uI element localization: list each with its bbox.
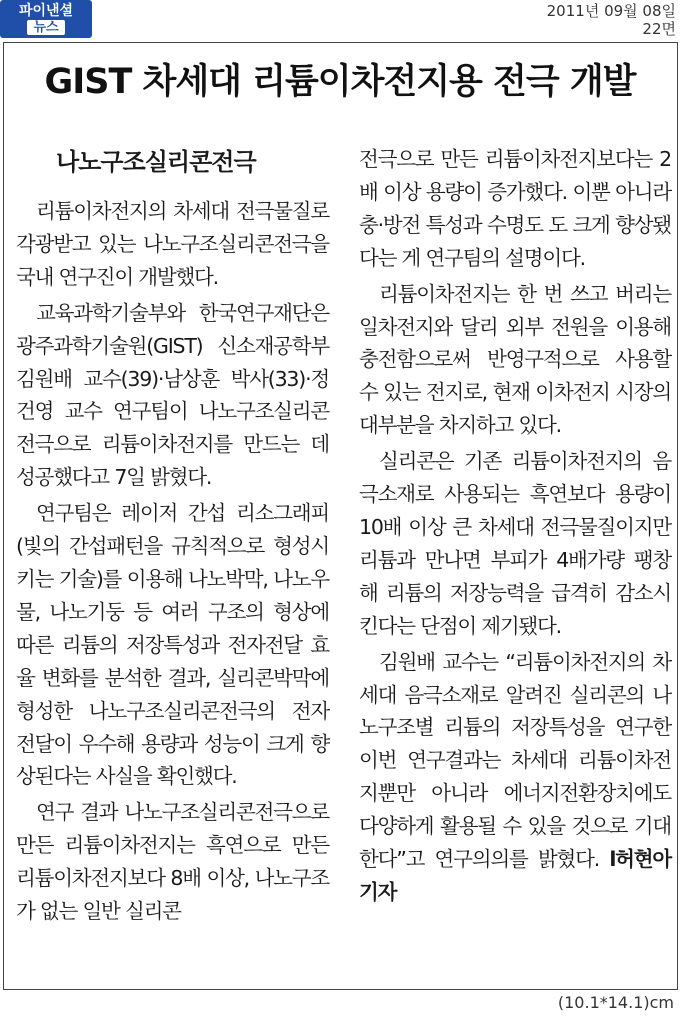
- paragraph: 실리콘은 기존 리튬이차전지의 음극소재로 사용되는 흑연보다 용량이 10배 이상 큰 차세대 전극물질이지만 리튬과 만나면 부피가 4배가량 팽창해 리튬의 저장능력을 급격히 감소시킨다는 단점이 제기됐다.: [359, 449, 671, 638]
- paragraph: 교육과학기술부와 한국연구재단은 광주과학기술원(GIST) 신소재공학부 김원배 교수(39)·남상훈 박사(33)·정건영 교수 연구팀이 나노구조실리콘전극으로 리튬이차전지를 만드는 데 성공했다고 7일 밝혔다.: [16, 300, 329, 490]
- newspaper-logo: [0, 0, 92, 38]
- paragraph: 리튬이차전지는 한 번 쓰고 버리는 일차전지와 달리 외부 전원을 이용해 충전함으로써 반영구적으로 사용할 수 있는 전지로, 현재 이차전지 시장의 대부분을 차지하고 있다.: [359, 281, 671, 438]
- publication-date: 2011년 09월 08일: [546, 2, 676, 20]
- paragraph: 리튬이차전지의 차세대 전극물질로 각광받고 있는 나노구조실리콘전극을 국내 연구진이 개발했다.: [16, 199, 329, 289]
- subhead: 나노구조실리콘전극: [56, 148, 256, 176]
- headline: GIST 차세대 리튬이차전지용 전극 개발: [44, 62, 636, 102]
- publication-meta: [547, 2, 676, 38]
- paragraph: 연구 결과 나노구조실리콘전극으로 만든 리튬이차전지는 흑연으로 만든 리튬이차전지보다 8배 이상, 나노구조가 없는 일반 실리콘: [16, 800, 329, 924]
- byline: l허현아기자: [359, 847, 671, 904]
- left-column: [16, 140, 329, 931]
- paragraph: 연구팀은 레이저 간섭 리소그래피(빛의 간섭패턴을 규칙적으로 형성시키는 기술)를 이용해 나노박막, 나노우물, 나노기둥 등 여러 구조의 형상에 따른 리튬의 저장특성과 전자전달 효율 변화를 분석한 결과, 실리콘박막에 형성한 나노구조실리콘전극의 전자 전달이 우수해 용량과 성능이 크게 향상된다는 사실을 확인했다.: [16, 501, 329, 789]
- paragraph: 전극으로 만든 리튬이차전지보다는 2배 이상 용량이 증가했다. 이뿐 아니라 충·방전 특성과 수명도 도 크게 향상됐다는 게 연구팀의 설명이다.: [359, 147, 671, 270]
- paragraph-last: [359, 646, 671, 909]
- right-column: [359, 143, 671, 912]
- logo-line2: 뉴스: [27, 20, 64, 35]
- article-size: (10.1*14.1)cm: [557, 993, 674, 1012]
- paragraph-text: 김원배 교수는 “리튬이차전지의 차세대 음극소재로 알려진 실리콘의 나노구조별 리튬의 저장특성을 연구한 이번 연구결과는 차세대 리튬이차전지뿐만 아니라 에너지전환장치에도 다양하게 활용될 수 있을 것으로 기대한다”고 연구의의를 밝혔다.: [359, 649, 671, 872]
- logo-line1: 파이낸셜: [18, 2, 74, 19]
- page-number: 22면: [642, 20, 676, 38]
